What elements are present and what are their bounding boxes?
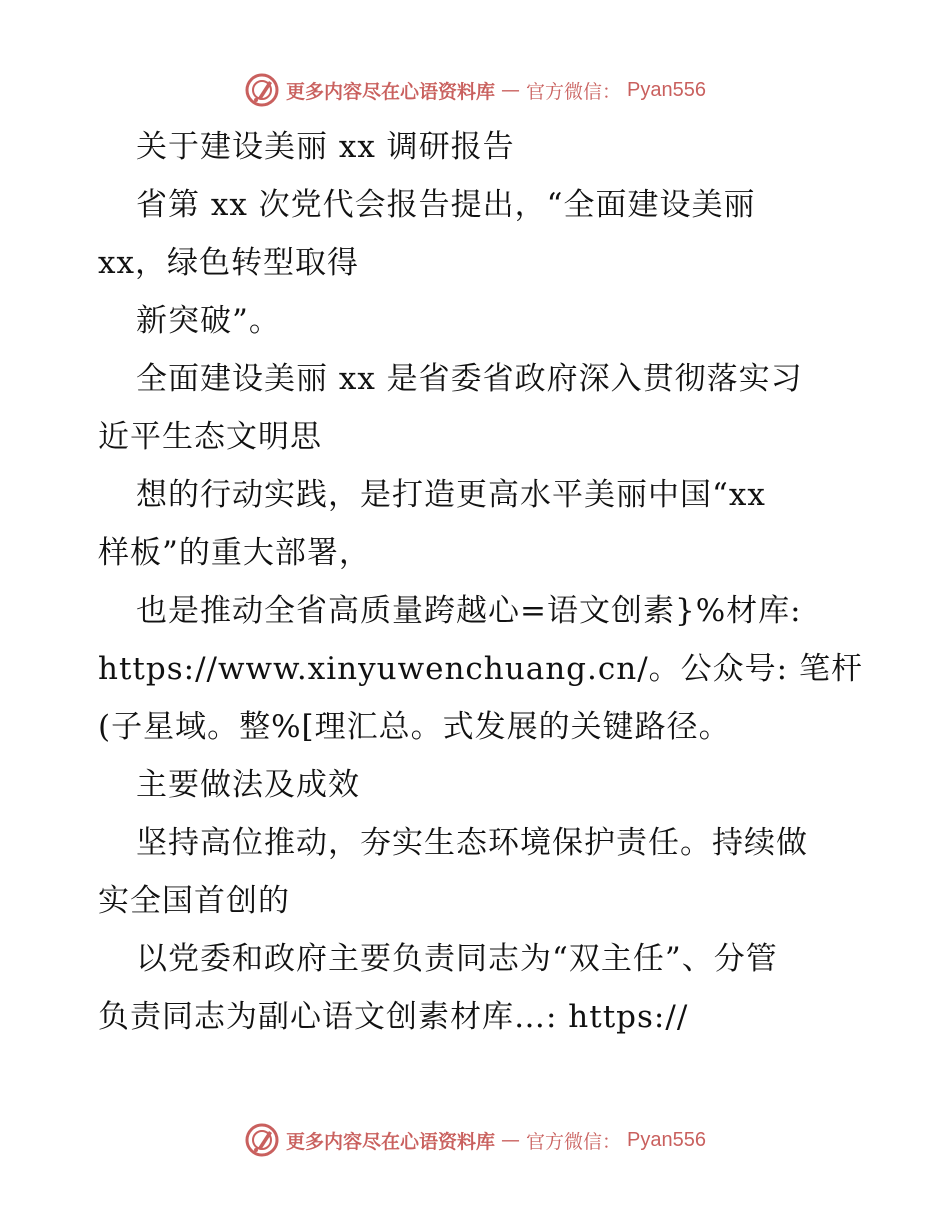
header-banner bbox=[0, 70, 950, 110]
banner-wechat-id: Pyan556 bbox=[627, 1128, 706, 1151]
banner-brand-text: 更多内容尽在心语资料库 bbox=[286, 80, 496, 103]
text-line: (子星域。整%[理汇总。式发展的关键路径。 bbox=[98, 709, 731, 745]
document-title: 关于建设美丽 xx 调研报告 bbox=[136, 129, 515, 165]
banner-official-label: 官方微信： bbox=[526, 80, 622, 103]
text-line: 省第 xx 次党代会报告提出，“全面建设美丽 bbox=[136, 187, 756, 223]
footer-banner bbox=[0, 1120, 950, 1160]
text-line: 想的行动实践，是打造更高水平美丽中国“xx bbox=[136, 477, 766, 513]
text-line: 样板”的重大部署， bbox=[98, 535, 371, 571]
text-line: 也是推动全省高质量跨越心=语文创素}%材库: bbox=[136, 593, 802, 629]
banner-official-label: 官方微信： bbox=[526, 1130, 622, 1153]
text-line: 坚持高位推动，夯实生态环境保护责任。持续做 bbox=[136, 825, 808, 861]
brand-logo-icon bbox=[244, 72, 280, 108]
document-body bbox=[98, 118, 863, 1046]
text-line-url: https://www.xinyuwenchuang.cn/。公众号: 笔杆 bbox=[98, 651, 863, 687]
banner-dash: — bbox=[501, 1129, 521, 1151]
banner-wechat-id: Pyan556 bbox=[627, 78, 706, 101]
text-line: xx，绿色转型取得 bbox=[98, 245, 359, 281]
text-line: 以党委和政府主要负责同志为“双主任”、分管 bbox=[136, 941, 778, 977]
banner-brand-text: 更多内容尽在心语资料库 bbox=[286, 1130, 496, 1153]
text-line: 近平生态文明思 bbox=[98, 419, 322, 455]
text-line: 全面建设美丽 xx 是省委省政府深入贯彻落实习 bbox=[136, 361, 803, 397]
brand-logo-icon bbox=[244, 1122, 280, 1158]
banner-dash: — bbox=[501, 79, 521, 101]
text-line: 新突破”。 bbox=[136, 303, 281, 339]
section-heading: 主要做法及成效 bbox=[136, 767, 360, 803]
text-line: 实全国首创的 bbox=[98, 883, 290, 919]
text-line: 负责同志为副心语文创素材库…: https:// bbox=[98, 999, 689, 1035]
